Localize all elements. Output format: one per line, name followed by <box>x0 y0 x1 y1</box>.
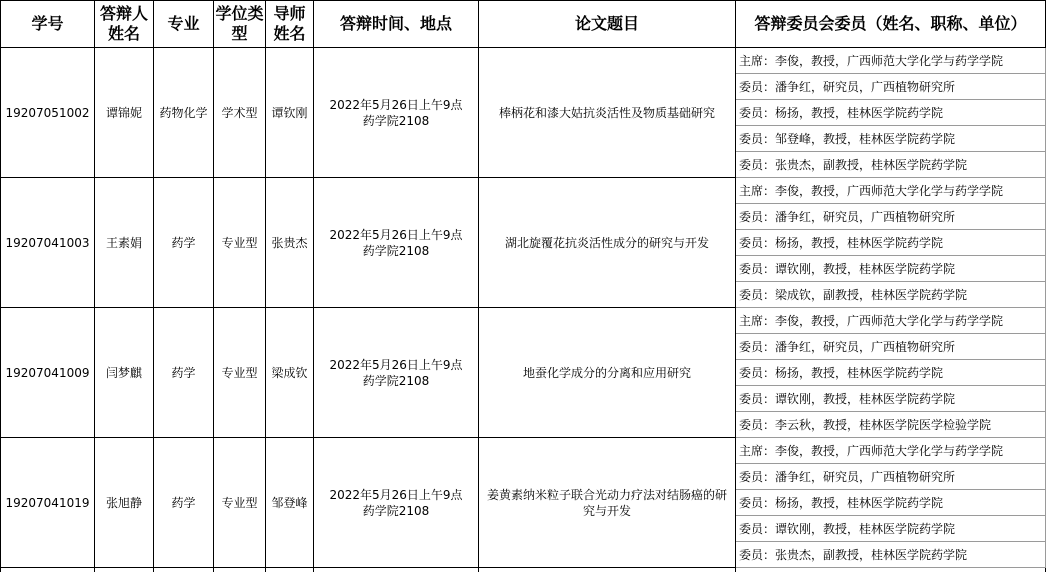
header-advisor-name: 导师姓名 <box>266 1 314 48</box>
table-row <box>1 178 1046 204</box>
committee-member-cell: 委员：潘争红，研究员，广西植物研究所 <box>736 204 1046 230</box>
committee-member-cell: 委员：杨扬，教授，桂林医学院药学院 <box>736 360 1046 386</box>
table-body <box>1 48 1046 573</box>
header-defender-name: 答辩人姓名 <box>95 1 154 48</box>
defense-place: 药学院2108 <box>362 113 430 128</box>
advisor-cell: 邹登峰 <box>266 438 314 568</box>
empty-cell <box>1 568 95 573</box>
defense-time: 2022年5月26日上午9点 <box>329 227 463 242</box>
defender-name-cell: 王素娟 <box>95 178 154 308</box>
major-cell: 药学 <box>154 178 214 308</box>
header-student-id: 学号 <box>1 1 95 48</box>
defense-time: 2022年5月26日上午9点 <box>329 97 463 112</box>
committee-member-cell: 委员：谭钦刚，教授，桂林医学院药学院 <box>736 256 1046 282</box>
student-id-cell: 19207041003 <box>1 178 95 308</box>
time-place-cell <box>314 308 479 438</box>
header-committee: 答辩委员会委员（姓名、职称、单位） <box>736 1 1046 48</box>
empty-cell <box>95 568 154 573</box>
empty-cell <box>479 568 736 573</box>
header-time-place: 答辩时间、地点 <box>314 1 479 48</box>
defender-name-cell: 张旭静 <box>95 438 154 568</box>
thesis-title-cell: 湖北旋覆花抗炎活性成分的研究与开发 <box>479 178 736 308</box>
defense-place: 药学院2108 <box>362 243 430 258</box>
thesis-title-cell: 地蚕化学成分的分离和应用研究 <box>479 308 736 438</box>
committee-member-cell: 委员：谭钦刚，教授，桂林医学院药学院 <box>736 386 1046 412</box>
committee-member-cell: 委员：杨扬，教授，桂林医学院药学院 <box>736 230 1046 256</box>
committee-member-cell: 主席：李俊，教授，广西师范大学化学与药学学院 <box>736 48 1046 74</box>
student-id-cell: 19207041009 <box>1 308 95 438</box>
table-row <box>1 438 1046 464</box>
header-degree-type: 学位类型 <box>214 1 266 48</box>
defense-time: 2022年5月26日上午9点 <box>329 357 463 372</box>
time-place-cell <box>314 178 479 308</box>
major-cell: 药学 <box>154 308 214 438</box>
table-row <box>1 48 1046 74</box>
empty-cell <box>736 568 1046 573</box>
committee-member-cell: 主席：李俊，教授，广西师范大学化学与药学学院 <box>736 438 1046 464</box>
empty-cell <box>314 568 479 573</box>
next-row-partial <box>1 568 1046 573</box>
committee-member-cell: 委员：邹登峰，教授，桂林医学院药学院 <box>736 126 1046 152</box>
student-id-cell: 19207041019 <box>1 438 95 568</box>
advisor-cell: 张贵杰 <box>266 178 314 308</box>
committee-member-cell: 委员：潘争红，研究员，广西植物研究所 <box>736 334 1046 360</box>
header-major: 专业 <box>154 1 214 48</box>
major-cell: 药物化学 <box>154 48 214 178</box>
committee-member-cell: 委员：梁成钦，副教授，桂林医学院药学院 <box>736 282 1046 308</box>
degree-type-cell: 学术型 <box>214 48 266 178</box>
thesis-title-cell: 棒柄花和漆大姑抗炎活性及物质基础研究 <box>479 48 736 178</box>
empty-cell <box>214 568 266 573</box>
major-cell: 药学 <box>154 438 214 568</box>
defense-place: 药学院2108 <box>362 503 430 518</box>
time-place-cell <box>314 438 479 568</box>
committee-member-cell: 委员：杨扬，教授，桂林医学院药学院 <box>736 490 1046 516</box>
empty-cell <box>154 568 214 573</box>
committee-member-cell: 主席：李俊，教授，广西师范大学化学与药学学院 <box>736 178 1046 204</box>
thesis-title-cell: 姜黄素纳米粒子联合光动力疗法对结肠癌的研究与开发 <box>479 438 736 568</box>
defender-name-cell: 谭锦妮 <box>95 48 154 178</box>
degree-type-cell: 专业型 <box>214 308 266 438</box>
time-place-cell <box>314 48 479 178</box>
defense-place: 药学院2108 <box>362 373 430 388</box>
committee-member-cell: 委员：杨扬，教授，桂林医学院药学院 <box>736 100 1046 126</box>
table-row <box>1 308 1046 334</box>
defender-name-cell: 闫梦麒 <box>95 308 154 438</box>
committee-member-cell: 委员：潘争红，研究员，广西植物研究所 <box>736 74 1046 100</box>
committee-member-cell: 委员：李云秋，教授，桂林医学院医学检验学院 <box>736 412 1046 438</box>
committee-member-cell: 委员：张贵杰，副教授，桂林医学院药学院 <box>736 542 1046 568</box>
degree-type-cell: 专业型 <box>214 178 266 308</box>
student-id-cell: 19207051002 <box>1 48 95 178</box>
defense-time: 2022年5月26日上午9点 <box>329 487 463 502</box>
degree-type-cell: 专业型 <box>214 438 266 568</box>
empty-cell <box>266 568 314 573</box>
header-row <box>1 1 1046 48</box>
committee-member-cell: 委员：张贵杰，副教授，桂林医学院药学院 <box>736 152 1046 178</box>
advisor-cell: 梁成钦 <box>266 308 314 438</box>
committee-member-cell: 主席：李俊，教授，广西师范大学化学与药学学院 <box>736 308 1046 334</box>
committee-member-cell: 委员：潘争红，研究员，广西植物研究所 <box>736 464 1046 490</box>
header-thesis-title: 论文题目 <box>479 1 736 48</box>
advisor-cell: 谭钦刚 <box>266 48 314 178</box>
committee-member-cell: 委员：谭钦刚，教授，桂林医学院药学院 <box>736 516 1046 542</box>
